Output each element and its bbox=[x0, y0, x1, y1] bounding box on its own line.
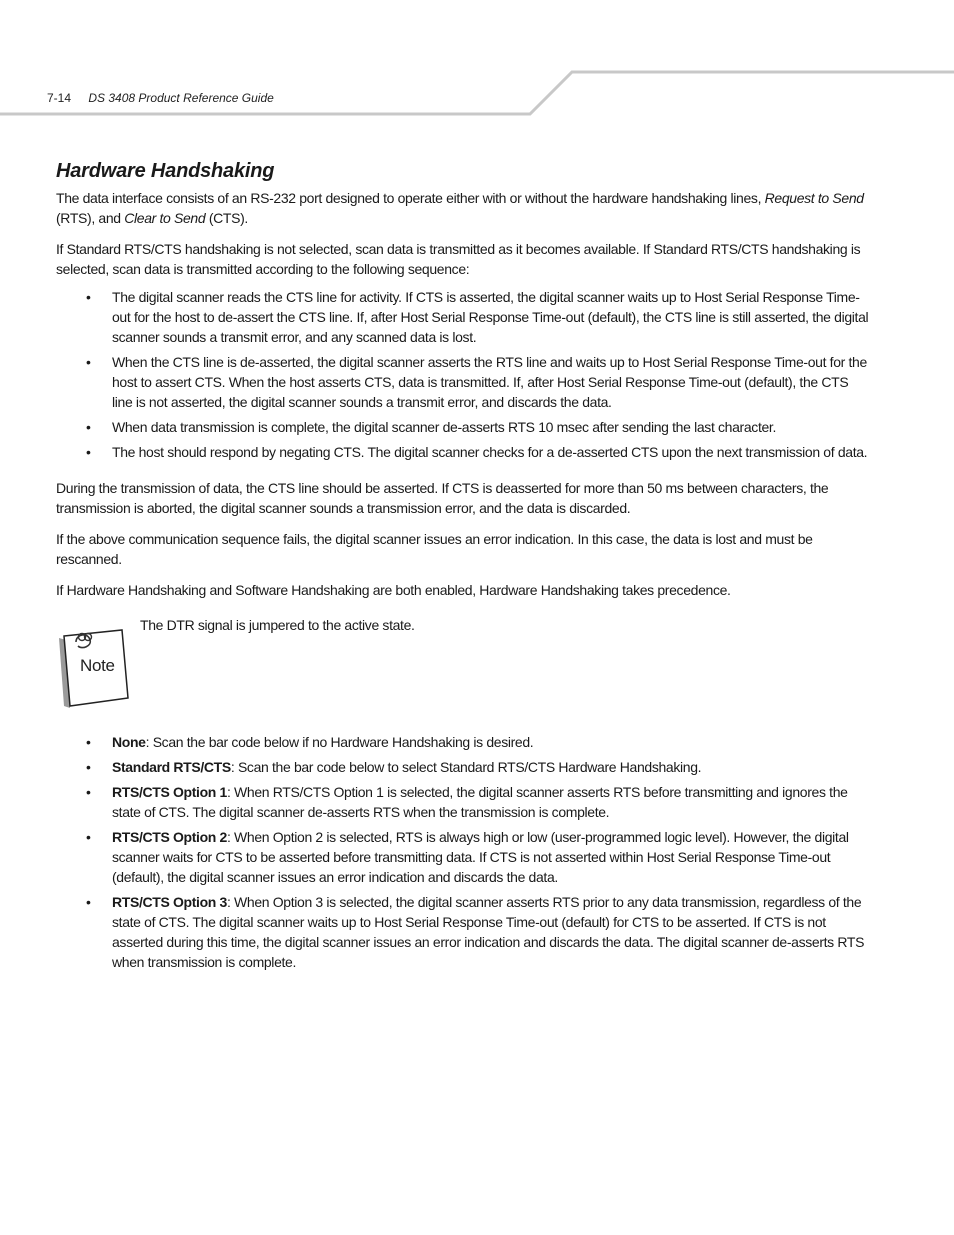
list-item: • When data transmission is complete, the digital scanner de-asserts RTS 10 msec after sending the last character. bbox=[56, 417, 870, 437]
rts-term: Request to Send bbox=[764, 190, 864, 206]
option-name: None bbox=[112, 734, 146, 750]
failure-paragraph: If the above communication sequence fails, the digital scanner issues an error indication. In this case, the data is lost and must be rescanned. bbox=[56, 531, 813, 567]
option-name: RTS/CTS Option 2 bbox=[112, 829, 227, 845]
list-item bbox=[56, 827, 870, 887]
sequence-intro-paragraph: If Standard RTS/CTS handshaking is not selected, scan data is transmitted as it becomes available. If Standard RTS/CTS handshaking is selected, scan data is transmitted according to the following sequence: bbox=[56, 241, 861, 277]
list-item bbox=[56, 757, 870, 777]
handshaking-options-list bbox=[56, 732, 870, 972]
page-header bbox=[47, 91, 274, 105]
intro-paragraph bbox=[56, 188, 870, 228]
option-name: RTS/CTS Option 3 bbox=[112, 894, 227, 910]
option-name: RTS/CTS Option 1 bbox=[112, 784, 227, 800]
option-description: : Scan the bar code below to select Standard RTS/CTS Hardware Handshaking. bbox=[230, 759, 702, 775]
list-item bbox=[56, 892, 870, 972]
transmission-paragraph: During the transmission of data, the CTS line should be asserted. If CTS is deasserted for more than 50 ms between characters, the transmission is aborted, the digital scanner sounds a transmission error, and the data is discarded. bbox=[56, 480, 829, 516]
handshake-sequence-list bbox=[56, 287, 870, 462]
main-content bbox=[56, 158, 870, 977]
section-title: Hardware Handshaking bbox=[56, 160, 275, 182]
note-callout bbox=[56, 618, 870, 718]
option-name: Standard RTS/CTS bbox=[112, 759, 231, 775]
guide-title: DS 3408 Product Reference Guide bbox=[88, 91, 274, 105]
option-description: : When RTS/CTS Option 1 is selected, the digital scanner asserts RTS before transmitting and ignores the state of CTS. The digital scanner de-asserts RTS when the transmission is complete. bbox=[112, 784, 848, 820]
option-description: : Scan the bar code below if no Hardware Handshaking is desired. bbox=[145, 734, 534, 750]
option-description: : When Option 3 is selected, the digital scanner asserts RTS prior to any data transmission, regardless of the state of CTS. The digital scanner waits up to Host Serial Response Time-out (default) for CTS to be asserted. If CTS is not asserted during this time, the digital scanner issues an error indication and discards the data. The digital scanner de-asserts RTS when transmission is complete. bbox=[112, 894, 865, 970]
rts-abbrev: (RTS), and bbox=[56, 210, 125, 226]
option-description: : When Option 2 is selected, RTS is always high or low (user-programmed logic level). However, the digital scanner waits for CTS to be asserted before transmitting data. If CTS is not asserted within Host Serial Response Time-out (default), the digital scanner issues an error indication and discards the data. bbox=[112, 829, 849, 885]
list-item: • The host should respond by negating CTS. The digital scanner checks for a de-asserted CTS upon the next transmission of data. bbox=[56, 442, 870, 462]
list-item: • The digital scanner reads the CTS line for activity. If CTS is asserted, the digital scanner waits up to Host Serial Response Time-out for the host to de-assert the CTS line. If, after Host Serial Response Time-out (default), the CTS line is still asserted, the digital scanner sounds a transmit error, and any scanned data is lost. bbox=[56, 287, 870, 347]
cts-term: Clear to Send bbox=[124, 210, 206, 226]
list-item: • When the CTS line is de-asserted, the digital scanner asserts the RTS line and waits up to Host Serial Response Time-out for the host to assert CTS. When the host asserts CTS, data is transmitted. If, after Host Serial Response Time-out (default), the CTS line is not asserted, the digital scanner sounds a transmit error, and discards the data. bbox=[56, 352, 870, 412]
page-number: 7-14 bbox=[47, 91, 72, 105]
intro-text: The data interface consists of an RS-232 port designed to operate either with or without the hardware handshaking lines, bbox=[56, 190, 765, 206]
list-item bbox=[56, 732, 870, 752]
note-label: Note bbox=[80, 656, 115, 675]
precedence-paragraph: If Hardware Handshaking and Software Handshaking are both enabled, Hardware Handshaking takes precedence. bbox=[56, 582, 731, 598]
list-item bbox=[56, 782, 870, 822]
cts-abbrev: (CTS). bbox=[205, 210, 248, 226]
note-text: The DTR signal is jumpered to the active state. bbox=[140, 617, 415, 633]
